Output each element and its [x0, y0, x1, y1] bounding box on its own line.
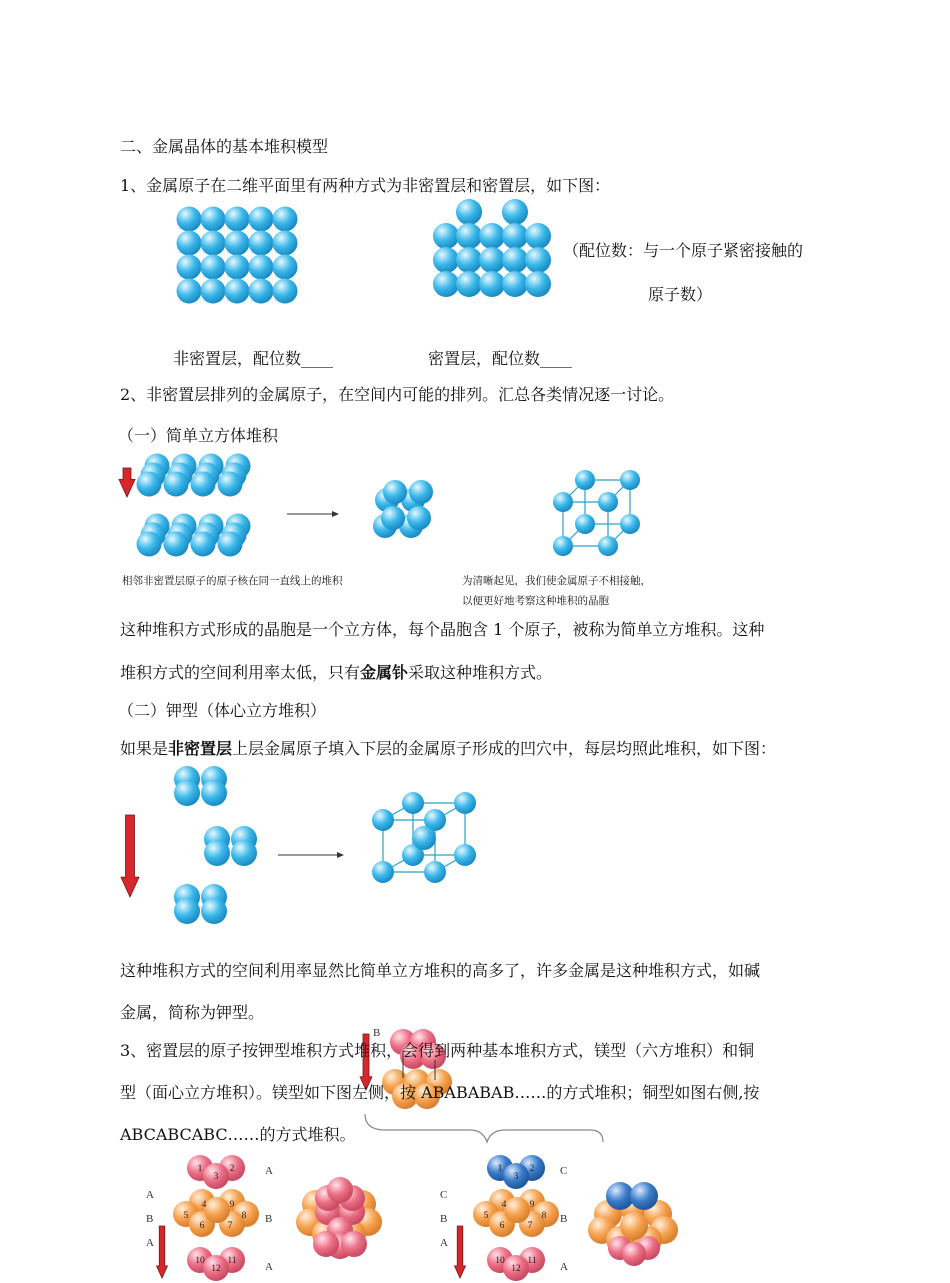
atom-sphere	[479, 223, 505, 249]
atom-number: 11	[227, 1256, 237, 1266]
simple-cubic-figure	[115, 450, 655, 570]
stacking-arrow	[455, 1226, 466, 1278]
subheading-simple-cubic: （一）简单立方体堆积	[118, 426, 279, 445]
atom-sphere	[433, 247, 459, 273]
atom-sphere	[273, 255, 298, 280]
atom-sphere	[381, 506, 405, 530]
atom-sphere	[201, 898, 227, 924]
atom-sphere	[201, 231, 226, 256]
paragraph-3-line-1: 这种堆积方式形成的晶胞是一个立方体，每个晶胞含 1 个原子，被称为简单立方堆积。这种	[120, 620, 765, 639]
caption-right-1: 为清晰起见，我们使金属原子不相接触，	[462, 575, 651, 587]
caption-left: 相邻非密置层原子的原子核在同一直线上的堆积	[122, 575, 343, 587]
layer-label: B	[373, 1027, 381, 1039]
atom-sphere	[191, 472, 216, 497]
atom-number: 1	[497, 1164, 503, 1174]
atom-number: 12	[511, 1264, 521, 1274]
atom-sphere	[225, 207, 250, 232]
atom-sphere	[273, 279, 298, 304]
stacking-arrow	[157, 1226, 168, 1278]
paragraph-2: 2、非密置层排列的金属原子，在空间内可能的排列。汇总各类情况逐一讨论。	[120, 385, 675, 404]
atom-number: 2	[529, 1164, 535, 1174]
atom-sphere	[273, 231, 298, 256]
atom-sphere	[598, 492, 618, 512]
atom-sphere	[502, 199, 528, 225]
atom-sphere	[454, 792, 476, 814]
atom-sphere	[553, 492, 573, 512]
atom-sphere	[249, 231, 274, 256]
layer-label: A	[146, 1189, 154, 1201]
atom-sphere	[454, 844, 476, 866]
atom-sphere	[525, 223, 551, 249]
close-packed-layer	[432, 198, 562, 308]
layer-label: A	[440, 1237, 448, 1249]
paragraph-6-line-2: 型（面心立方堆积）。镁型如下图左侧，按 ABABABAB……的方式堆积；铜型如图右侧,按	[120, 1083, 760, 1102]
atom-sphere	[201, 279, 226, 304]
atom-number: 7	[227, 1221, 233, 1231]
atom-number: 11	[527, 1256, 537, 1266]
atom-sphere	[191, 532, 216, 557]
atom-number: 2	[229, 1164, 235, 1174]
atom-sphere	[249, 207, 274, 232]
atom-sphere	[341, 1231, 367, 1257]
paragraph-1: 1、金属原子在二维平面里有两种方式为非密置层和密置层，如下图：	[120, 176, 611, 195]
atom-sphere	[327, 1177, 353, 1203]
layer-label: C	[560, 1165, 568, 1177]
atom-sphere	[164, 532, 189, 557]
layer-label: A	[560, 1261, 568, 1273]
atom-sphere	[225, 279, 250, 304]
atom-number: 6	[199, 1221, 205, 1231]
atom-number: 9	[529, 1200, 535, 1210]
atom-sphere	[630, 1182, 658, 1210]
atom-number: 10	[195, 1256, 205, 1266]
layer-label: B	[146, 1213, 154, 1225]
label-close-layer: 密置层，配位数____	[428, 349, 573, 368]
atom-number: 8	[241, 1211, 247, 1221]
subheading-bcc: （二）钾型（体心立方堆积）	[118, 701, 327, 720]
atom-sphere	[164, 472, 189, 497]
atom-sphere	[177, 255, 202, 280]
stacking-arrow	[119, 468, 135, 497]
atom-number: 4	[201, 1200, 207, 1210]
atom-sphere	[620, 1212, 648, 1240]
atom-sphere	[412, 826, 436, 850]
atom-sphere	[231, 840, 257, 866]
atom-number: 12	[211, 1264, 221, 1274]
paragraph-4: 如果是非密置层上层金属原子填入下层的金属原子形成的凹穴中，每层均照此堆积，如下图：	[120, 739, 777, 758]
atom-sphere	[137, 532, 162, 557]
atom-sphere	[249, 279, 274, 304]
atom-sphere	[137, 472, 162, 497]
atom-sphere	[218, 532, 243, 557]
coordination-note-1: （配位数：与一个原子紧密接触的	[563, 241, 804, 260]
atom-sphere	[424, 861, 446, 883]
atom-number: 3	[213, 1172, 219, 1182]
atom-number: 6	[499, 1221, 505, 1231]
atom-number: 8	[541, 1211, 547, 1221]
atom-sphere	[402, 792, 424, 814]
atom-sphere	[456, 199, 482, 225]
atom-number: 9	[229, 1200, 235, 1210]
atom-number: 10	[495, 1256, 505, 1266]
layer-label: B	[560, 1213, 568, 1225]
atom-sphere	[218, 472, 243, 497]
bcc-figure	[115, 765, 475, 940]
atom-sphere	[502, 223, 528, 249]
atom-sphere	[201, 255, 226, 280]
atom-sphere	[249, 255, 274, 280]
atom-sphere	[525, 247, 551, 273]
atom-sphere	[606, 1182, 634, 1210]
layer-label: B	[265, 1213, 273, 1225]
paragraph-6-line-3: ABCABCABC……的方式堆积。	[120, 1125, 356, 1144]
atom-sphere	[372, 809, 394, 831]
atom-sphere	[174, 898, 200, 924]
caption-right-2: 以便更好地考察这种堆积的晶胞	[462, 595, 609, 607]
coordination-note-2: 原子数）	[648, 285, 713, 304]
atom-sphere	[620, 514, 640, 534]
atom-sphere	[502, 247, 528, 273]
atom-sphere	[201, 780, 227, 806]
atom-sphere	[479, 247, 505, 273]
atom-sphere	[620, 470, 640, 490]
stacking-arrow	[121, 815, 139, 897]
atom-sphere	[313, 1231, 339, 1257]
paragraph-6-line-1: 3、密置层的原子按钾型堆积方式堆积，会得到两种基本堆积方式，镁型（六方堆积）和铜	[120, 1041, 755, 1060]
atom-sphere	[433, 223, 459, 249]
section-title: 二、金属晶体的基本堆积模型	[120, 137, 329, 156]
atom-sphere	[456, 223, 482, 249]
atom-sphere	[177, 207, 202, 232]
atom-sphere	[575, 514, 595, 534]
atom-number: 7	[527, 1221, 533, 1231]
atom-number: 5	[483, 1211, 489, 1221]
atom-sphere	[409, 480, 433, 504]
atom-sphere	[502, 271, 528, 297]
atom-sphere	[525, 271, 551, 297]
atom-number: 3	[513, 1172, 519, 1182]
atom-sphere	[553, 536, 573, 556]
atom-number: 1	[197, 1164, 203, 1174]
atom-sphere	[622, 1242, 646, 1266]
atom-sphere	[225, 231, 250, 256]
atom-sphere	[479, 271, 505, 297]
atom-sphere	[177, 279, 202, 304]
atom-sphere	[433, 271, 459, 297]
label-non-close-layer: 非密置层，配位数____	[173, 349, 334, 368]
atom-sphere	[201, 1197, 230, 1223]
atom-sphere	[383, 480, 407, 504]
atom-sphere	[174, 780, 200, 806]
atom-sphere	[575, 470, 595, 490]
atom-sphere	[225, 255, 250, 280]
atom-sphere	[273, 207, 298, 232]
atom-sphere	[598, 536, 618, 556]
paragraph-3-line-2: 堆积方式的空间利用率太低，只有金属钋采取这种堆积方式。	[120, 663, 553, 682]
atom-sphere	[177, 231, 202, 256]
layer-label: A	[265, 1261, 273, 1273]
atom-sphere	[456, 247, 482, 273]
atom-sphere	[204, 840, 230, 866]
layer-label: B	[440, 1213, 448, 1225]
hcp-ccp-figure	[140, 1150, 700, 1283]
non-close-packed-layer	[175, 205, 305, 307]
atom-sphere	[456, 271, 482, 297]
atom-sphere	[372, 861, 394, 883]
paragraph-5-line-1: 这种堆积方式的空间利用率显然比简单立方堆积的高多了，许多金属是这种堆积方式，如碱	[120, 961, 761, 980]
atom-number: 4	[501, 1200, 507, 1210]
layer-label: C	[440, 1189, 448, 1201]
atom-sphere	[201, 207, 226, 232]
atom-sphere	[407, 506, 431, 530]
atom-sphere	[501, 1197, 530, 1223]
atom-number: 5	[183, 1211, 189, 1221]
layer-label: A	[146, 1237, 154, 1249]
paragraph-5-line-2: 金属，简称为钾型。	[120, 1003, 265, 1022]
layer-label: A	[265, 1165, 273, 1177]
